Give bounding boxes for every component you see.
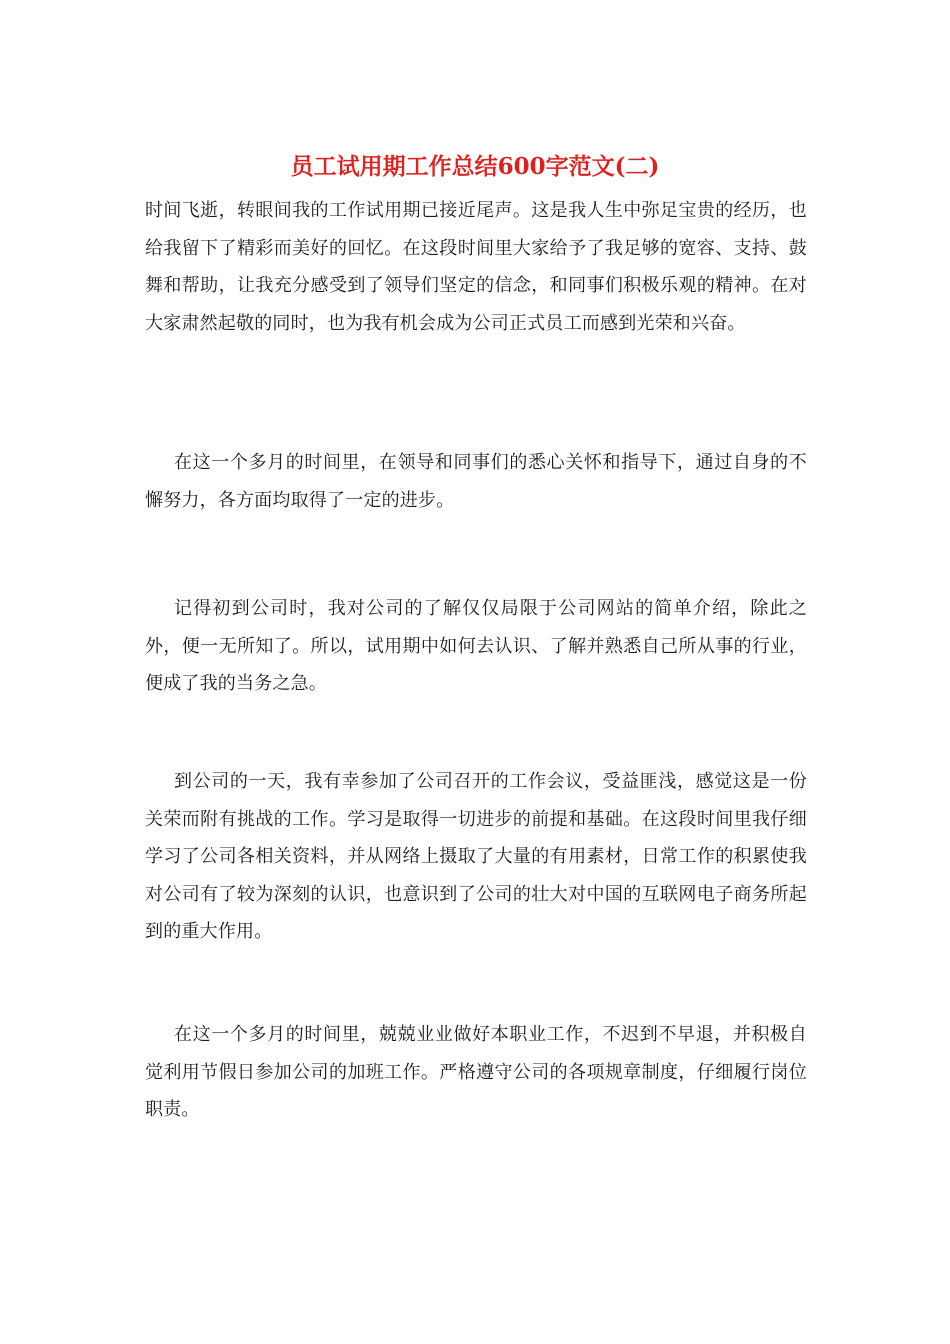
paragraph-5: 在这一个多月的时间里，兢兢业业做好本职业工作，不迟到不早退，并积极自觉利用节假日参加公司的加班工作。严格遵守公司的各项规章制度，仔细履行岗位职责。	[145, 1024, 807, 1120]
paragraph-1: 时间飞逝，转眼间我的工作试用期已接近尾声。这是我人生中弥足宝贵的经历，也给我留下了精彩而美好的回忆。在这段时间里大家给予了我足够的宽容、支持、鼓舞和帮助，让我充分感受到了领导们坚定的信念，和同事们积极乐观的精神。在对大家肃然起敬的同时，也为我有机会成为公司正式员工而感到光荣和兴奋。	[145, 200, 807, 334]
document-title: 员工试用期工作总结600字范文(二)	[290, 153, 660, 180]
paragraph-3: 记得初到公司时，我对公司的了解仅仅局限于公司网站的简单介绍，除此之外，便一无所知了。所以，试用期中如何去认识、了解并熟悉自己所从事的行业，便成了我的当务之急。	[145, 598, 807, 694]
paragraph-4: 到公司的一天，我有幸参加了公司召开的工作会议，受益匪浅，感觉这是一份关荣而附有挑战的工作。学习是取得一切进步的前提和基础。在这段时间里我仔细学习了公司各相关资料，并从网络上摄取了大量的有用素材，日常工作的积累使我对公司有了较为深刻的认识，也意识到了公司的壮大对中国的互联网电子商务所起到的重大作用。	[145, 771, 807, 942]
paragraph-2: 在这一个多月的时间里，在领导和同事们的悉心关怀和指导下，通过自身的不懈努力，各方面均取得了一定的进步。	[145, 452, 807, 511]
